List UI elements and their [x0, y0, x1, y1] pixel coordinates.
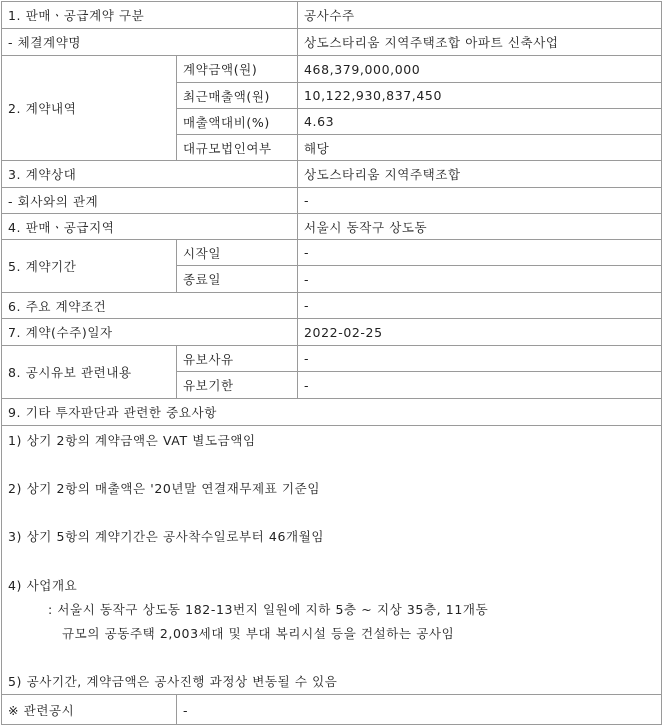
period-start-label: 시작일: [176, 239, 297, 265]
related-disclosure-label: ※ 관련공시: [1, 694, 176, 725]
note-1: 1) 상기 2항의 계약금액은 VAT 별도금액임: [8, 433, 256, 448]
contract-amount-value: 468,379,000,000: [297, 55, 662, 82]
note-5: 5) 공사기간, 계약금액은 공사진행 과정상 변동될 수 있음: [8, 674, 338, 689]
conditions-label: 6. 주요 계약조건: [1, 292, 297, 318]
counterparty-label: 3. 계약상대: [1, 160, 297, 187]
deferral-deadline-label: 유보기한: [176, 371, 297, 398]
note-4: 4) 사업개요: [8, 578, 78, 593]
contract-date-label: 7. 계약(수주)일자: [1, 318, 297, 345]
note-3: 3) 상기 5항의 계약기간은 공사착수일로부터 46개월임: [8, 529, 325, 544]
period-end-label: 종료일: [176, 265, 297, 292]
relation-value: -: [297, 187, 662, 213]
disclosure-table: [1, 1, 662, 725]
other-info-notes: [1, 425, 662, 694]
note-4-detail-1: : 서울시 동작구 상도동 182-13번지 일원에 지하 5층 ~ 지상 35층, 11개동: [48, 602, 489, 617]
deferral-reason-label: 유보사유: [176, 345, 297, 371]
relation-label: - 회사와의 관계: [1, 187, 297, 213]
note-4-detail-2: 규모의 공동주택 2,003세대 및 부대 복리시설 등을 건설하는 공사임: [62, 626, 455, 641]
recent-sales-value: 10,122,930,837,450: [297, 82, 662, 108]
sales-type-label: 1. 판매ㆍ공급계약 구분: [1, 1, 297, 28]
region-label: 4. 판매ㆍ공급지역: [1, 213, 297, 239]
large-corp-label: 대규모법인여부: [176, 134, 297, 160]
note-2: 2) 상기 2항의 매출액은 '20년말 연결재무제표 기준임: [8, 481, 320, 496]
sales-ratio-label: 매출액대비(%): [176, 108, 297, 134]
contract-date-value: 2022-02-25: [297, 318, 662, 345]
other-info-label: 9. 기타 투자판단과 관련한 중요사항: [1, 398, 662, 425]
contract-name-label: - 체결계약명: [1, 28, 297, 55]
counterparty-value: 상도스타리움 지역주택조합: [297, 160, 662, 187]
deferral-reason-value: -: [297, 345, 662, 371]
contract-amount-label: 계약금액(원): [176, 55, 297, 82]
region-value: 서울시 동작구 상도동: [297, 213, 662, 239]
deferral-deadline-value: -: [297, 371, 662, 398]
period-end-value: -: [297, 265, 662, 292]
recent-sales-label: 최근매출액(원): [176, 82, 297, 108]
period-label: 5. 계약기간: [1, 239, 176, 292]
sales-type-value: 공사수주: [297, 1, 662, 28]
large-corp-value: 해당: [297, 134, 662, 160]
deferral-label: 8. 공시유보 관련내용: [1, 345, 176, 398]
period-start-value: -: [297, 239, 662, 265]
related-disclosure-value: -: [176, 694, 662, 725]
conditions-value: -: [297, 292, 662, 318]
contract-name-value: 상도스타리움 지역주택조합 아파트 신축사업: [297, 28, 662, 55]
sales-ratio-value: 4.63: [297, 108, 662, 134]
contract-details-label: 2. 계약내역: [1, 55, 176, 160]
